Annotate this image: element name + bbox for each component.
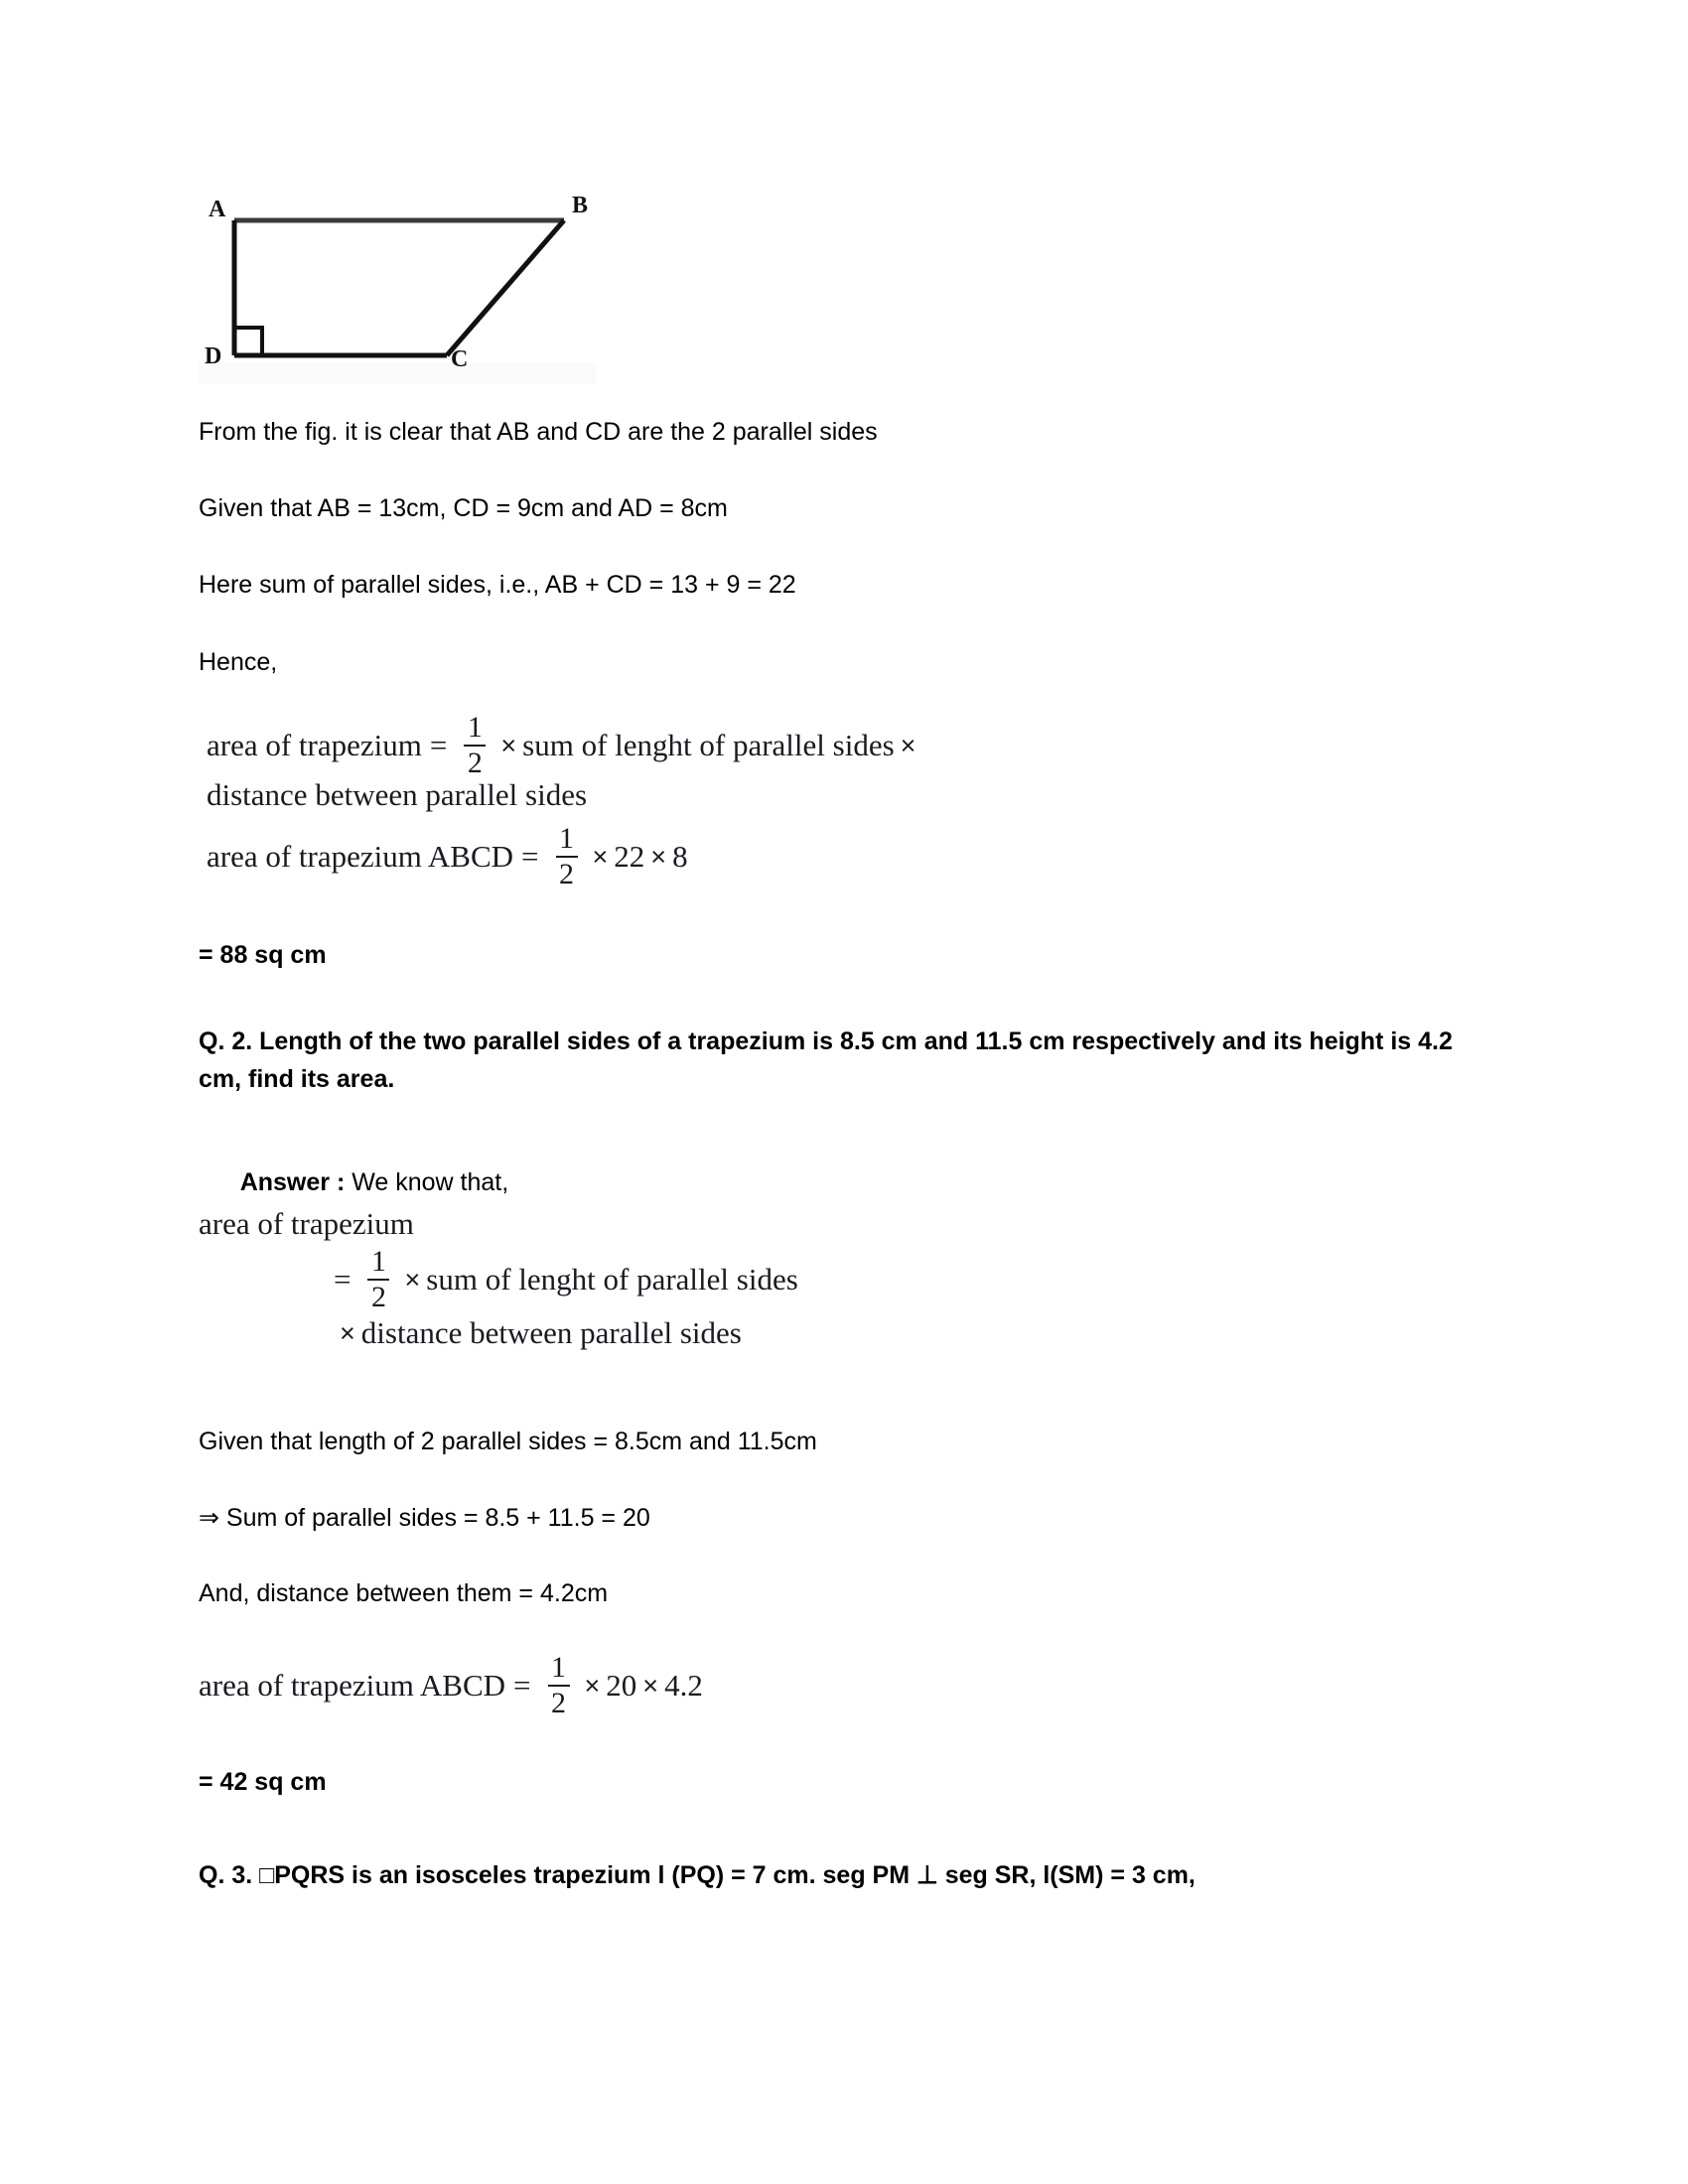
formula3-line2 (326, 1247, 798, 1312)
formula4-denominator: 2 (551, 1687, 567, 1719)
formula3-denominator: 2 (370, 1281, 386, 1313)
segment-CB (447, 220, 564, 355)
formula2-times-2: × (650, 842, 667, 872)
paragraph-given-lengths: Given that length of 2 parallel sides = 8.5cm and 11.5cm (199, 1428, 817, 1455)
result-q1: = 88 sq cm (199, 941, 327, 969)
formula3-line3 (334, 1312, 798, 1354)
trapezium-figure (199, 149, 616, 387)
formula1-line1 (207, 713, 921, 778)
paragraph-parallel-sides: From the fig. it is clear that AB and CD are the 2 parallel sides (199, 418, 878, 446)
vertex-label-A: A (209, 197, 226, 222)
formula2-equals: = (521, 839, 539, 874)
formula1-lead: area of trapezium (207, 728, 422, 762)
formula4-lead: area of trapezium ABCD (199, 1668, 506, 1703)
formula2-numerator: 1 (559, 822, 575, 855)
formula3-times-2: × (340, 1318, 355, 1348)
formula-area-of-trapezium-abcd-q2 (199, 1653, 703, 1718)
formula4-times-1: × (584, 1671, 601, 1701)
paragraph-sum-parallel-sides: Here sum of parallel sides, i.e., AB + CD = 13 + 9 = 22 (199, 571, 796, 599)
answer-label: Answer : (239, 1168, 346, 1196)
formula4-value-2: 4.2 (664, 1668, 703, 1703)
paragraph-hence: Hence, (199, 648, 278, 676)
formula2-denominator: 2 (559, 858, 575, 890)
paragraph-distance-between: And, distance between them = 4.2cm (199, 1579, 609, 1607)
right-angle-marker-D (234, 328, 262, 355)
formula2-line1 (207, 824, 688, 889)
formula3-equals: = (334, 1262, 352, 1297)
formula-area-of-trapezium-general (207, 713, 921, 816)
formula3-numerator: 1 (370, 1245, 386, 1278)
formula4-numerator: 1 (551, 1651, 567, 1684)
formula1-times-1: × (500, 731, 517, 760)
formula1-denominator: 2 (467, 747, 483, 779)
formula2-value-1: 22 (614, 839, 645, 874)
formula1-line2 (207, 774, 921, 816)
formula3-text-1: sum of lenght of parallel sides (426, 1262, 798, 1297)
formula4-value-1: 20 (606, 1668, 637, 1703)
formula3-line1 (199, 1203, 798, 1245)
question-3-heading: Q. 3. □PQRS is an isosceles trapezium l (PQ) = 7 cm. seg PM ⊥ seg SR, l(SM) = 3 cm, (199, 1861, 1196, 1889)
formula1-fraction-half (464, 713, 486, 778)
formula4-equals: = (513, 1668, 531, 1703)
trapezium-diagram-svg (199, 149, 616, 387)
formula4-fraction-half (548, 1653, 570, 1718)
vertex-label-D: D (205, 343, 222, 369)
vertex-label-B: B (572, 193, 589, 218)
formula1-times-2: × (900, 731, 916, 760)
formula3-text-2: distance between parallel sides (360, 1315, 742, 1350)
paragraph-given-values: Given that AB = 13cm, CD = 9cm and AD = 8cm (199, 494, 728, 522)
formula3-fraction-half (367, 1247, 389, 1312)
formula2-value-2: 8 (672, 839, 688, 874)
formula-area-of-trapezium-abcd-q1 (207, 824, 688, 889)
formula2-lead: area of trapezium ABCD (207, 839, 514, 874)
formula1-text-1: sum of lenght of parallel sides (522, 728, 895, 762)
formula4-times-2: × (642, 1671, 659, 1701)
formula3-lead: area of trapezium (199, 1206, 414, 1241)
paragraph-sum-parallel-sides-2: ⇒ Sum of parallel sides = 8.5 + 11.5 = 20 (199, 1504, 650, 1532)
formula1-numerator: 1 (467, 711, 483, 744)
formula4-line1 (199, 1653, 703, 1718)
formula1-text-2: distance between parallel sides (207, 777, 588, 812)
formula2-times-1: × (592, 842, 609, 872)
formula-area-of-trapezium-general-2 (199, 1203, 798, 1354)
formula2-fraction-half (556, 824, 578, 889)
formula3-times-1: × (404, 1265, 421, 1295)
answer-text: We know that, (345, 1168, 509, 1196)
question-2-heading: Q. 2. Length of the two parallel sides of a trapezium is 8.5 cm and 11.5 cm respectively and its height is 4.2 cm, find its area. (199, 1027, 1453, 1093)
formula1-equals: = (429, 728, 448, 762)
vertex-label-C: C (451, 346, 469, 372)
result-q2: = 42 sq cm (199, 1768, 327, 1796)
